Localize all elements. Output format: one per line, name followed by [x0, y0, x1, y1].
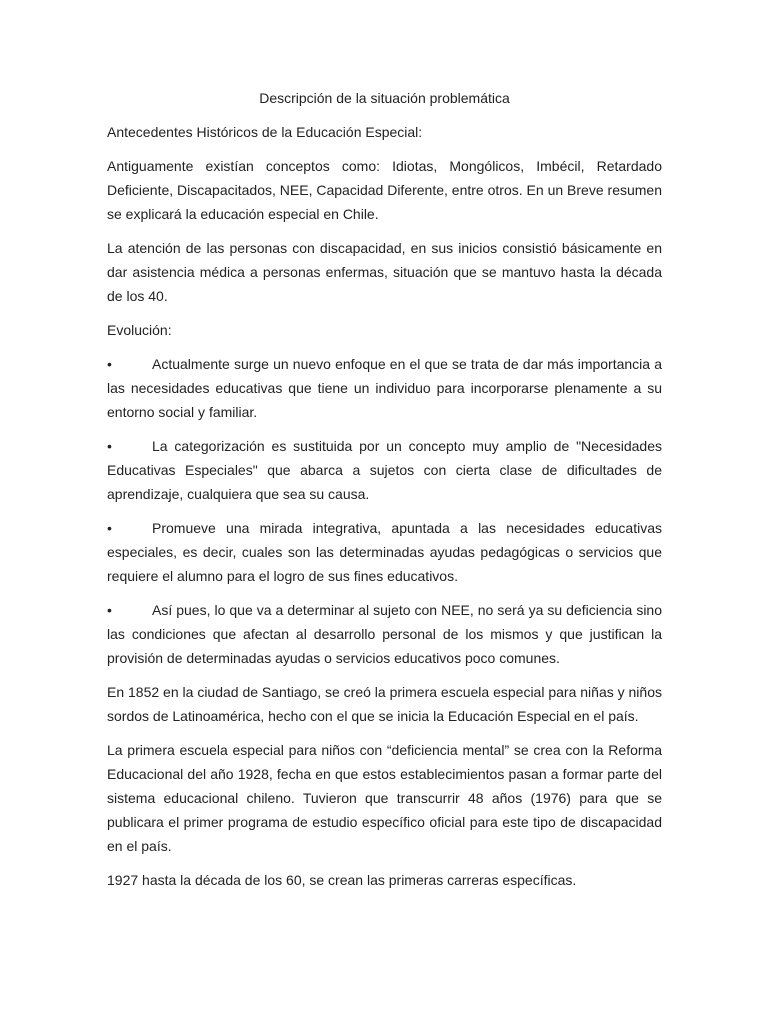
bullet-item-2 [107, 434, 662, 506]
paragraph-1: Antiguamente existían conceptos como: Idiotas, Mongólicos, Imbécil, Retardado Deficiente, Discapacitados, NEE, Capacidad Diferente, entre otros. En un Breve resumen se explicará la educación especial en Chile. [107, 158, 662, 222]
bullet-icon: • [107, 602, 112, 618]
paragraph-4: La primera escuela especial para niños con “deficiencia mental” se crea con la Reforma Educacional del año 1928, fecha en que estos establecimientos pasan a formar parte del sistema educacional chileno. Tuvieron que transcurrir 48 años (1976) para que se publicara el primer programa de estudio específico oficial para este tipo de discapacidad en el país. [107, 742, 662, 854]
bullet-icon: • [107, 520, 112, 536]
evolution-heading: Evolución: [107, 322, 172, 338]
bullet-item-1 [107, 352, 662, 424]
paragraph-5: 1927 hasta la década de los 60, se crean las primeras carreras específicas. [107, 872, 577, 888]
bullet-icon: • [107, 356, 112, 372]
paragraph-3: En 1852 en la ciudad de Santiago, se creó la primera escuela especial para niñas y niños sordos de Latinoamérica, hecho con el que se inicia la Educación Especial en el país. [107, 684, 662, 724]
bullet-text-1: Actualmente surge un nuevo enfoque en el que se trata de dar más importancia a las necesidades educativas que tiene un individuo para incorporarse plenamente a su entorno social y familiar. [107, 356, 662, 420]
bullet-item-3 [107, 516, 662, 588]
paragraph-2: La atención de las personas con discapacidad, en sus inicios consistió básicamente en dar asistencia médica a personas enfermas, situación que se mantuvo hasta la década de los 40. [107, 240, 662, 304]
section-heading: Antecedentes Históricos de la Educación Especial: [107, 124, 423, 140]
bullet-text-3: Promueve una mirada integrativa, apuntada a las necesidades educativas especiales, es decir, cuales son las determinadas ayudas pedagógicas o servicios que requiere el alumno para el logro de sus fines educativos. [107, 520, 662, 584]
bullet-text-2: La categorización es sustituida por un concepto muy amplio de "Necesidades Educativas Especiales" que abarca a sujetos con cierta clase de dificultades de aprendizaje, cualquiera que sea su causa. [107, 438, 662, 502]
bullet-icon: • [107, 438, 112, 454]
bullet-item-4 [107, 598, 662, 670]
bullet-text-4: Así pues, lo que va a determinar al sujeto con NEE, no será ya su deficiencia sino las condiciones que afectan al desarrollo personal de los mismos y que justifican la provisión de determinadas ayudas o servicios educativos poco comunes. [107, 602, 662, 666]
document-title: Descripción de la situación problemática [259, 90, 510, 106]
